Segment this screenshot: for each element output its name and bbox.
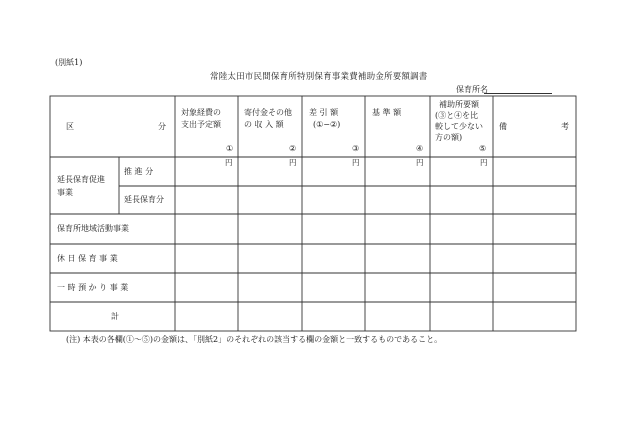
col5-header-line1: 補助所要額 (439, 100, 479, 109)
col3-header-line2: (①−②) (313, 120, 341, 129)
document-title: 常陸太田市民間保育所特別保育事業費補助金所要額調書 (210, 72, 428, 82)
extended-care-group-line1: 延長保育促進 (57, 175, 105, 184)
col2-number: ② (289, 144, 297, 153)
col5-header-line4: 方の額) (435, 133, 463, 142)
unit-col4: 円 (416, 158, 424, 167)
col1-number: ① (226, 144, 234, 153)
row-label-extended: 延長保育分 (124, 195, 164, 204)
col3-header-line1: 差 引 額 (309, 108, 339, 117)
attachment-label: (別紙1) (55, 58, 83, 67)
row-label-temporary: 一 時 預 か り 事 業 (57, 283, 129, 292)
col1-header-line2: 支出予定額 (181, 120, 221, 129)
col2-header-line2: の 収 入 額 (244, 120, 284, 129)
section-header-right: 分 (158, 122, 166, 131)
col3-number: ③ (352, 144, 360, 153)
col4-number: ④ (416, 144, 424, 153)
extended-care-group-line2: 事業 (57, 188, 73, 197)
col5-header-line2: (③と④を比 (435, 111, 479, 120)
row-label-total: 計 (111, 312, 119, 321)
col2-header-line1: 寄付金その他 (244, 108, 292, 117)
col1-header-line1: 対象経費の (181, 108, 221, 117)
section-header-left: 区 (66, 122, 74, 131)
unit-col1: 円 (225, 158, 233, 167)
row-label-community: 保育所地域活動事業 (57, 224, 129, 233)
facility-name-label: 保育所名 (456, 85, 488, 94)
row-label-holiday: 休 日 保 育 事 業 (57, 254, 118, 263)
col5-number: ⑤ (479, 144, 487, 153)
remarks-header-right: 考 (561, 122, 569, 131)
unit-col5: 円 (480, 158, 488, 167)
col4-header-line1: 基 準 額 (372, 108, 402, 117)
col5-header-line3: 較して少ない (435, 122, 483, 131)
unit-col2: 円 (289, 158, 297, 167)
unit-col3: 円 (352, 158, 360, 167)
row-label-promotion: 推 進 分 (124, 167, 154, 176)
footnote: (注) 本表の各欄(①〜⑤)の金額は、「別紙2」のそれぞれの該当する欄の金額と一致するものであること。 (66, 335, 443, 344)
table-border (50, 96, 576, 331)
remarks-header-left: 備 (499, 122, 507, 131)
